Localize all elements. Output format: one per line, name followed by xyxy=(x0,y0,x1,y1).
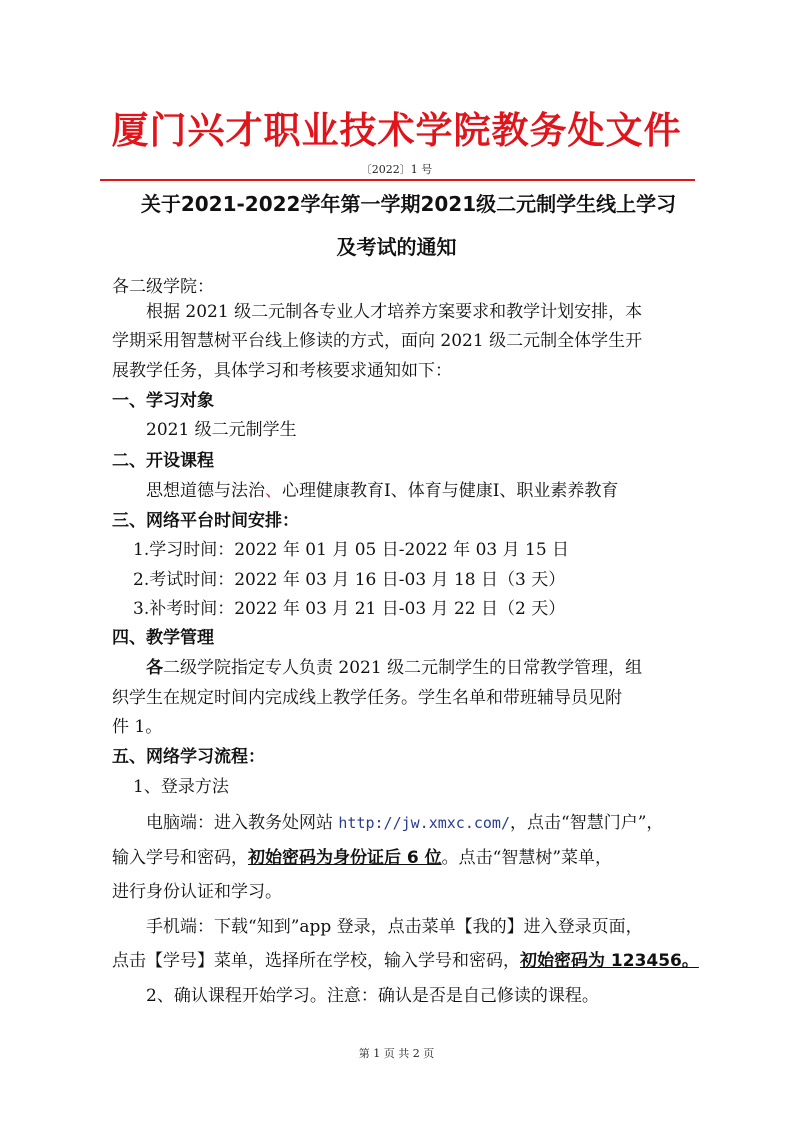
pc-login-line-1 xyxy=(146,808,663,833)
management-line-1 xyxy=(146,653,642,678)
course-ideology-law: 思想道德与法治 xyxy=(146,481,265,501)
header-red-divider xyxy=(100,179,695,181)
section-heading-management: 四、教学管理 xyxy=(112,628,214,648)
schedule-study-time: 1.学习时间：2022 年 01 月 05 日-2022 年 03 月 15 日 xyxy=(133,540,570,560)
confirm-course-step: 2、确认课程开始学习。注意：确认是否是自己修读的课程。 xyxy=(146,986,599,1006)
mobile-login-line-1: 手机端：下载“知到”app 登录，点击菜单【我的】进入登录页面， xyxy=(146,917,643,937)
study-target-text: 2021 级二元制学生 xyxy=(146,420,297,440)
pc-login-line-3: 进行身份认证和学习。 xyxy=(112,882,282,902)
management-first-char: 各 xyxy=(146,658,163,678)
management-line-3: 件 1。 xyxy=(112,717,163,737)
section-heading-online-process: 五、网络学习流程： xyxy=(112,747,265,767)
pc-login-line-2 xyxy=(112,843,612,868)
academic-affairs-website-link[interactable]: http://jw.xmxc.com/ xyxy=(338,814,510,832)
schedule-exam-time: 2.考试时间：2022 年 03 月 16 日-03 月 18 日（3 天） xyxy=(133,570,566,590)
mobile-login-line-2 xyxy=(112,946,699,971)
intro-paragraph-line-1: 根据 2021 级二元制各专业人才培养方案要求和教学计划安排，本 xyxy=(146,302,643,322)
management-line-2: 织学生在规定时间内完成线上教学任务。学生名单和带班辅导员见附 xyxy=(112,688,622,708)
login-method-heading: 1、登录方法 xyxy=(133,777,229,797)
section-heading-schedule: 三、网络平台时间安排： xyxy=(112,511,299,531)
pc-login-credentials-text: 输入学号和密码， xyxy=(112,848,248,868)
mobile-login-text: 点击【学号】菜单，选择所在学校，输入学号和密码， xyxy=(112,951,520,971)
management-line-1-rest: 二级学院指定专人负责 2021 级二元制学生的日常教学管理，组 xyxy=(163,658,643,678)
pc-initial-password-note: 初始密码为身份证后 6 位 xyxy=(248,848,442,868)
pc-login-suffix: ，点击“智慧门户”， xyxy=(510,813,664,833)
course-list-rest: 心理健康教育Ⅰ、体育与健康Ⅰ、职业素养教育 xyxy=(282,481,619,501)
notice-title-line-2: 及考试的通知 xyxy=(336,235,457,259)
document-number: 〔2022〕1 号 xyxy=(360,163,433,176)
page-footer: 第 1 页 共 2 页 xyxy=(358,1047,435,1060)
section-heading-courses: 二、开设课程 xyxy=(112,451,214,471)
mobile-initial-password-note: 初始密码为 123456。 xyxy=(520,951,699,971)
schedule-makeup-time: 3.补考时间：2022 年 03 月 21 日-03 月 22 日（2 天） xyxy=(133,599,566,619)
courses-text xyxy=(146,476,618,501)
section-heading-study-target: 一、学习对象 xyxy=(112,391,214,411)
course-separator: 、 xyxy=(265,481,282,501)
pc-login-menu-text: 。点击“智慧树”菜单， xyxy=(441,848,613,868)
document-header-title: 厦门兴才职业技术学院教务处文件 xyxy=(111,108,682,152)
pc-login-prefix: 电脑端：进入教务处网站 xyxy=(146,813,339,833)
intro-paragraph-line-3: 展教学任务，具体学习和考核要求通知如下： xyxy=(112,361,452,381)
salutation: 各二级学院： xyxy=(112,277,214,297)
intro-paragraph-line-2: 学期采用智慧树平台线上修读的方式，面向 2021 级二元制全体学生开 xyxy=(112,331,643,351)
notice-title-line-1: 关于2021-2022学年第一学期2021级二元制学生线上学习 xyxy=(140,192,677,216)
